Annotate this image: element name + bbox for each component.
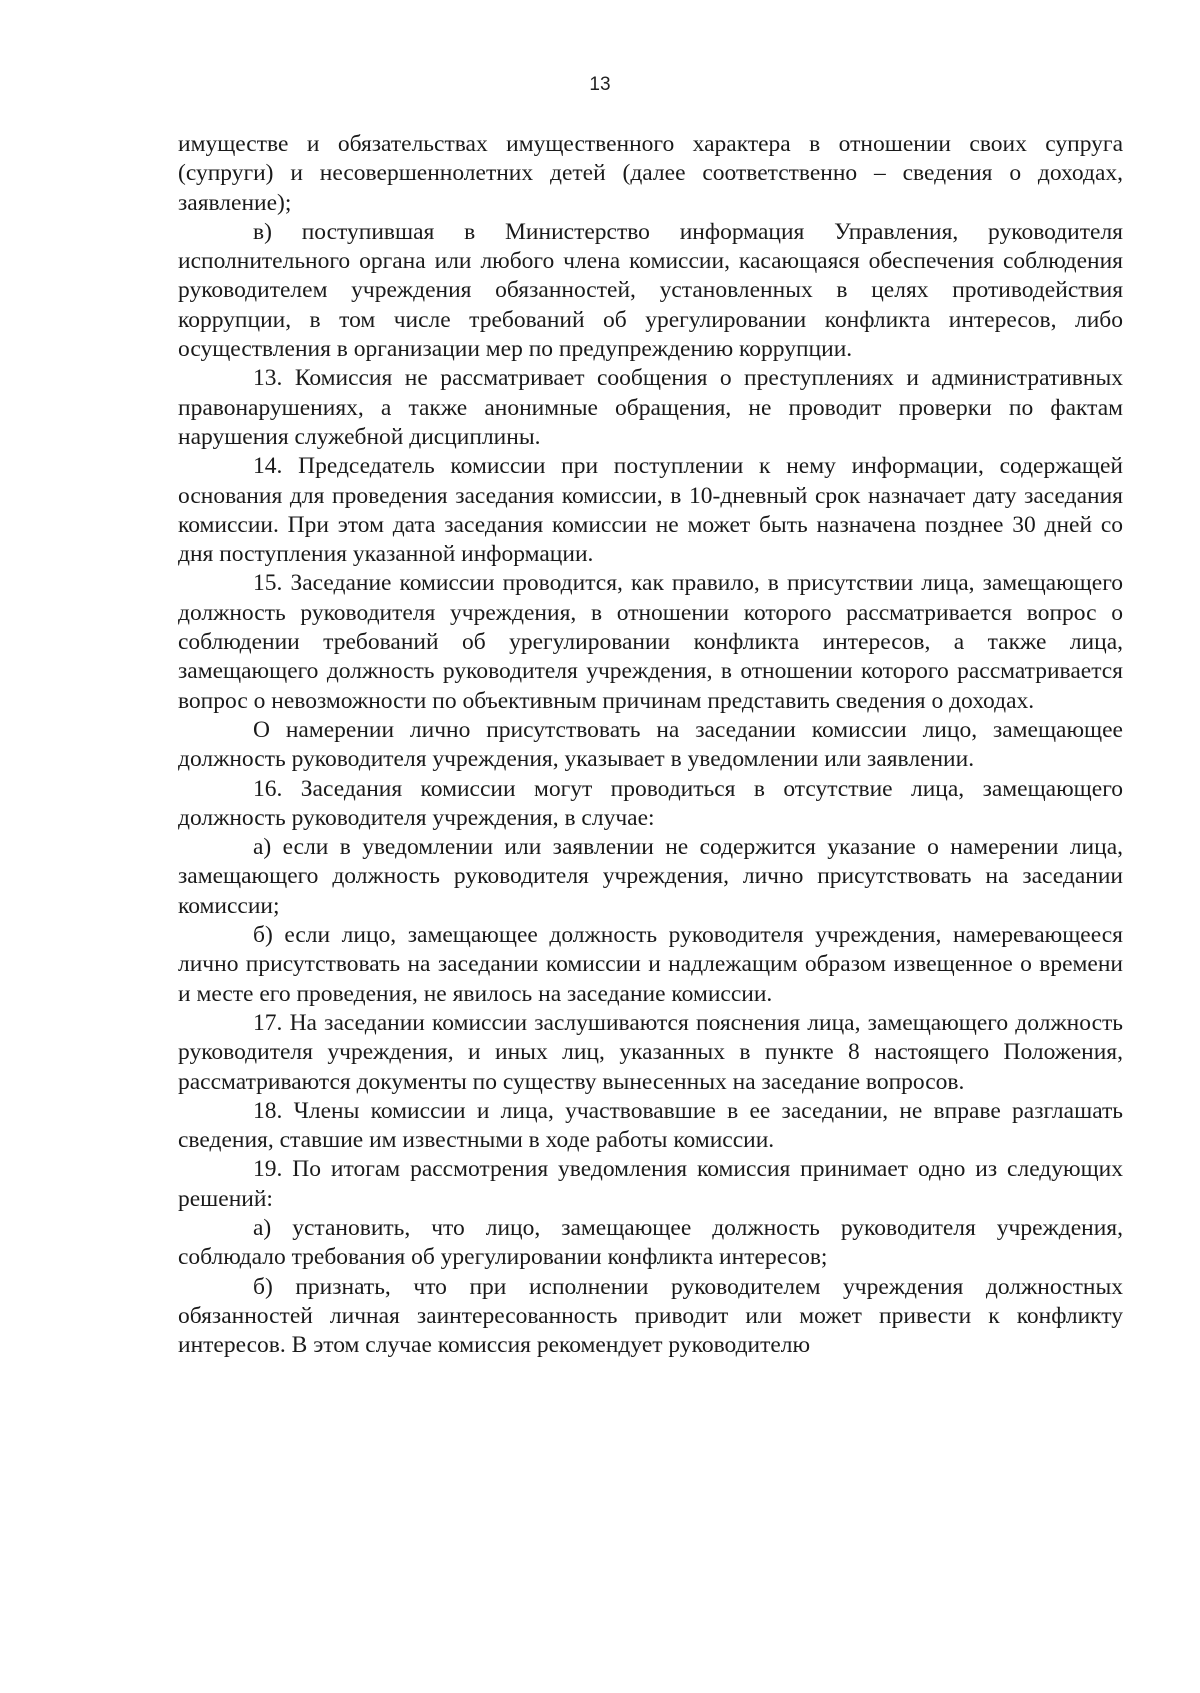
paragraph-18: 18. Члены комиссии и лица, участвовавшие в ее заседании, не вправе разглашать сведения, ставшие им известными в ходе работы комиссии.	[178, 1097, 1123, 1154]
paragraph-19-b: б) признать, что при исполнении руководителем учреждения должностных обязанностей личная заинтересованность приводит или может привести к конфликту интересов. В этом случае комиссия рекомендует руководителю	[178, 1273, 1123, 1359]
paragraph-17: 17. На заседании комиссии заслушиваются пояснения лица, замещающего должность руководителя учреждения, и иных лиц, указанных в пункте 8 настоящего Положения, рассматриваются документы по существу вынесенных на заседание вопросов.	[178, 1009, 1123, 1095]
document-body	[178, 130, 1123, 1360]
paragraph-16: 16. Заседания комиссии могут проводиться в отсутствие лица, замещающего должность руководителя учреждения, в случае:	[178, 775, 1123, 831]
page-number: 13	[589, 74, 611, 95]
paragraph-16-a: а) если в уведомлении или заявлении не содержится указание о намерении лица, замещающего должность руководителя учреждения, лично присутствовать на заседании комиссии;	[178, 834, 1123, 919]
paragraph-19-a: а) установить, что лицо, замещающее должность руководителя учреждения, соблюдало требования об урегулировании конфликта интересов;	[178, 1214, 1123, 1271]
paragraph-16-b: б) если лицо, замещающее должность руководителя учреждения, намеревающееся лично присутствовать на заседании комиссии и надлежащим образом извещенное о времени и месте его проведения, не явилось на заседание комиссии.	[178, 922, 1123, 1007]
paragraph-item-v: в) поступившая в Министерство информация Управления, руководителя исполнительного органа или любого члена комиссии, касающаяся обеспечения соблюдения руководителем учреждения обязанностей, установленных в целях противодействия коррупции, в том числе требований об урегулировании конфликта интересов, либо осуществления в организации мер по предупреждению коррупции.	[178, 218, 1123, 363]
paragraph-13: 13. Комиссия не рассматривает сообщения о преступлениях и административных правонарушениях, а также анонимные обращения, не проводит проверки по фактам нарушения служебной дисциплины.	[178, 365, 1123, 450]
paragraph-14: 14. Председатель комиссии при поступлении к нему информации, содержащей основания для проведения заседания комиссии, в 10-дневный срок назначает дату заседания комиссии. При этом дата заседания комиссии не может быть назначена позднее 30 дней со дня поступления указанной информации.	[178, 453, 1123, 568]
paragraph-15-note: О намерении лично присутствовать на заседании комиссии лицо, замещающее должность руководителя учреждения, указывает в уведомлении или заявлении.	[178, 716, 1123, 773]
paragraph-15: 15. Заседание комиссии проводится, как правило, в присутствии лица, замещающего должность руководителя учреждения, в отношении которого рассматривается вопрос о соблюдении требований об урегулировании конфликта интересов, а также лица, замещающего должность руководителя учреждения, в отношении которого рассматривается вопрос о невозможности по объективным причинам представить сведения о доходах.	[178, 570, 1123, 714]
paragraph-19: 19. По итогам рассмотрения уведомления комиссия принимает одно из следующих решений:	[178, 1156, 1123, 1212]
paragraph-continuation: имуществе и обязательствах имущественного характера в отношении своих супруга (супруги) и несовершеннолетних детей (далее соответственно – сведения о доходах, заявление);	[178, 131, 1123, 216]
